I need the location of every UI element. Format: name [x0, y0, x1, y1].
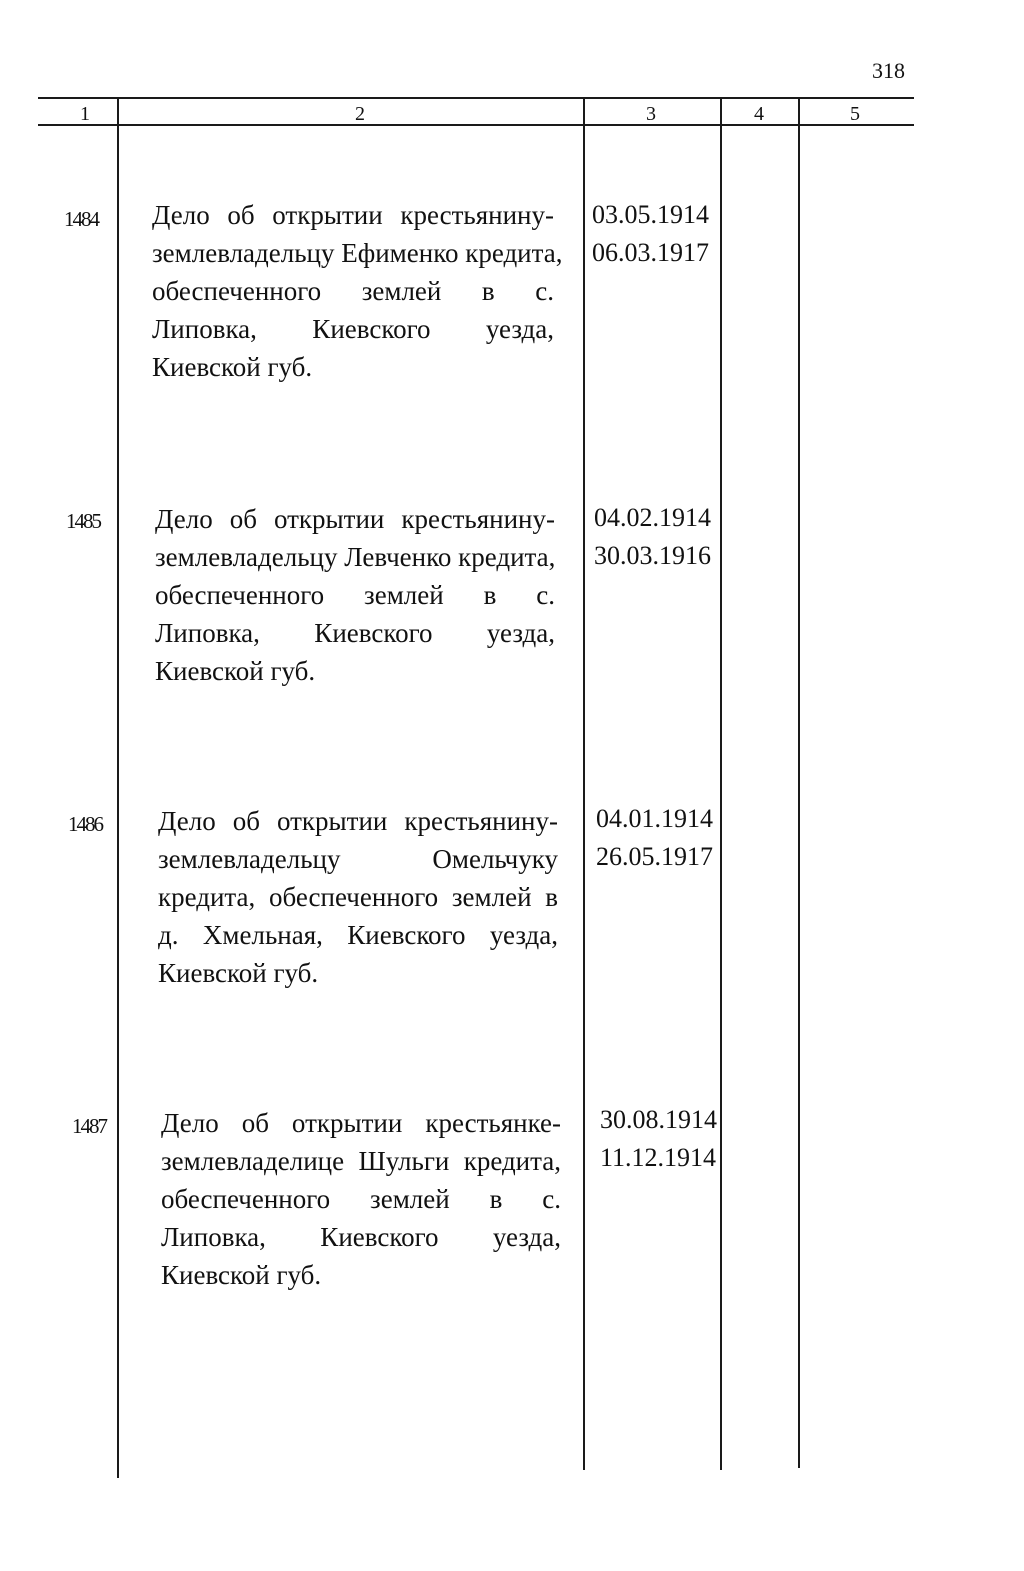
column-header-2: 2 — [355, 103, 365, 125]
column-header-1: 1 — [80, 103, 90, 125]
case-dates — [596, 800, 713, 876]
row-number: 1484 — [64, 207, 98, 231]
case-description — [161, 1104, 561, 1294]
column-header-4: 4 — [754, 103, 764, 125]
table-header-rule — [38, 124, 914, 126]
description-line: землевладелице Шульги кредита, — [161, 1146, 561, 1176]
case-description — [155, 500, 555, 690]
case-dates — [594, 499, 711, 575]
description-line: кредита, обеспеченного землей в — [158, 882, 558, 912]
table-top-rule — [38, 97, 914, 99]
description-line: Киевской губ. — [161, 1260, 322, 1290]
description-line: обеспеченного землей в с. — [161, 1184, 561, 1214]
case-description — [152, 196, 563, 386]
description-line: Дело об открытии крестьянке- — [161, 1108, 561, 1138]
description-line: землевладельцу Левченко кредита, — [155, 542, 556, 572]
description-line: обеспеченного землей в с. — [155, 580, 555, 610]
end-date: 06.03.1917 — [592, 238, 709, 267]
column-divider-3 — [720, 98, 722, 1470]
row-number: 1487 — [72, 1114, 106, 1138]
start-date: 04.01.1914 — [596, 804, 713, 833]
column-header-5: 5 — [850, 103, 860, 125]
description-line: обеспеченного землей в с. — [152, 276, 554, 306]
description-line: Дело об открытии крестьянину- — [158, 806, 558, 836]
end-date: 11.12.1914 — [600, 1143, 717, 1172]
column-divider-1 — [117, 98, 119, 1478]
description-line: Киевской губ. — [158, 958, 319, 988]
column-divider-2 — [583, 98, 585, 1470]
column-header-3: 3 — [646, 103, 656, 125]
start-date: 03.05.1914 — [592, 200, 709, 229]
row-number: 1486 — [68, 812, 102, 836]
description-line: Липовка, Киевского уезда, — [161, 1222, 561, 1252]
case-dates — [600, 1101, 717, 1177]
description-line: Киевской губ. — [152, 352, 313, 382]
end-date: 26.05.1917 — [596, 842, 713, 871]
page-number: 318 — [872, 58, 905, 83]
description-line: Липовка, Киевского уезда, — [155, 618, 555, 648]
start-date: 30.08.1914 — [600, 1105, 717, 1134]
row-number: 1485 — [66, 509, 100, 533]
description-line: Дело об открытии крестьянину- — [152, 200, 554, 230]
case-dates — [592, 196, 709, 272]
description-line: землевладельцу Ефименко кредита, — [152, 238, 563, 268]
end-date: 30.03.1916 — [594, 541, 711, 570]
description-line: Дело об открытии крестьянину- — [155, 504, 555, 534]
description-line: Киевской губ. — [155, 656, 316, 686]
description-line: землевладельцу Омельчуку — [158, 844, 558, 874]
description-line: д. Хмельная, Киевского уезда, — [158, 920, 558, 950]
description-line: Липовка, Киевского уезда, — [152, 314, 554, 344]
start-date: 04.02.1914 — [594, 503, 711, 532]
column-divider-4 — [798, 98, 800, 1468]
case-description — [158, 802, 558, 992]
